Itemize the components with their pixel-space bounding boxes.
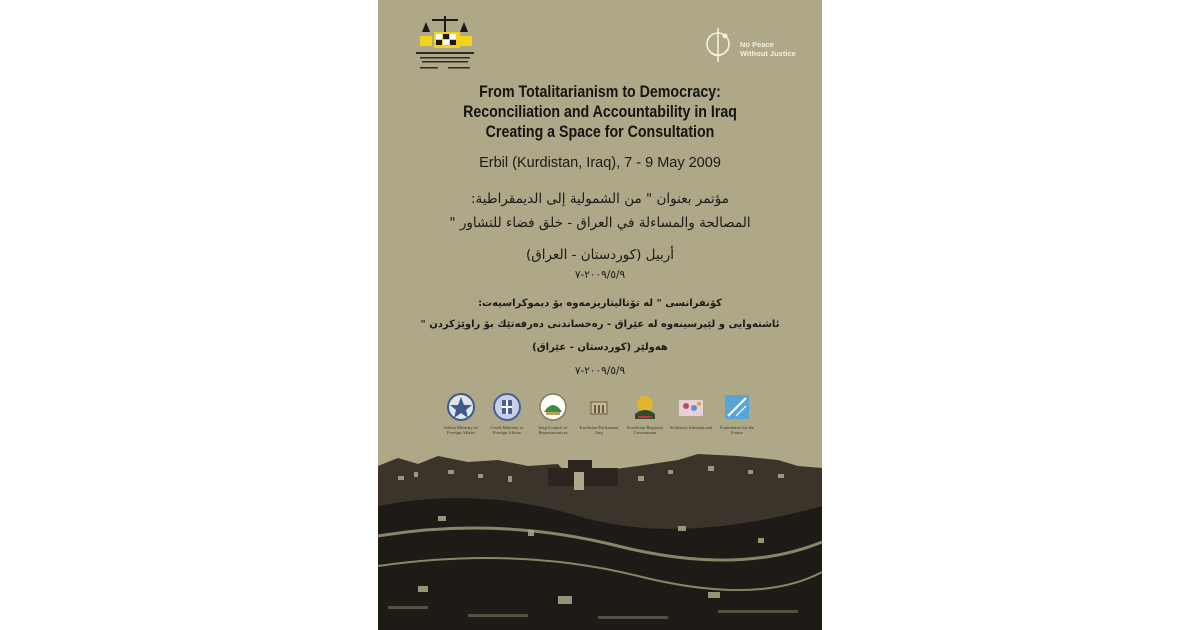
npwj-emblem-icon [704,24,738,80]
erbil-citadel-landscape-image [378,446,822,630]
title-line-2: Reconciliation and Accountability in Iraq [463,103,737,121]
no-peace-without-justice-logo [704,24,800,80]
kurdish-title-line-1: كۆنفرانسی " له تۆتالیتاریزمەوه بۆ دیموكراسیەت: [478,298,722,309]
sponsor-greek-mfa: Greek Ministry of Foreign Affairs [484,392,530,436]
scales-of-justice-logo-icon [412,14,478,76]
foundation-icon [722,392,752,422]
krg-emblem-icon [630,392,660,422]
solidarity-icon [676,392,706,422]
sponsor-iraqi-council: Iraqi Council of Representatives [530,392,576,436]
sponsor-solidarity: Solidarity International [668,392,714,430]
arabic-date: ٢٠٠٩/٥/٩-٧ [574,269,626,281]
sponsor-krg: Kurdistan Regional Government [622,392,668,436]
iraqi-council-emblem-icon [538,392,568,422]
kurdistan-parliament-emblem-icon [584,392,614,422]
arabic-title-line-2: المصالحة والمساءلة في العراق - خلق فضاء للتشاور " [449,215,751,231]
arabic-location: أربيل (كوردستان - العراق) [526,247,674,263]
npwj-logo-text: No Peace Without Justice [740,40,796,58]
greek-emblem-icon [492,392,522,422]
conference-poster [378,0,822,630]
title-line-1: From Totalitarianism to Democracy: [479,83,721,101]
kurdish-location: هەولێر (كوردستان - عێراق) [532,342,668,353]
sponsor-foundation-future: Foundation for the Future [714,392,760,436]
event-location-date: Erbil (Kurdistan, Iraq), 7 - 9 May 2009 [479,155,721,171]
arabic-title-line-1: مؤتمر بعنوان " من الشمولية إلى الديمقراطية: [470,191,730,207]
kurdish-date: ٢٠٠٩/٥/٩-٧ [574,365,626,377]
sponsor-kurdistan-parliament: Kurdistan Parliament Iraq [576,392,622,436]
sponsor-italian-mfa: Italian Ministry of Foreign Affairs [438,392,484,436]
title-line-3: Creating a Space for Consultation [485,123,715,141]
kurdish-title-line-2: ئاشتەوایی و لێپرسینەوه له عێراق - رەخساندنی دەرفەتێك بۆ راوێژكردن " [420,319,780,330]
italian-emblem-icon [446,392,476,422]
poster-title [409,82,791,142]
